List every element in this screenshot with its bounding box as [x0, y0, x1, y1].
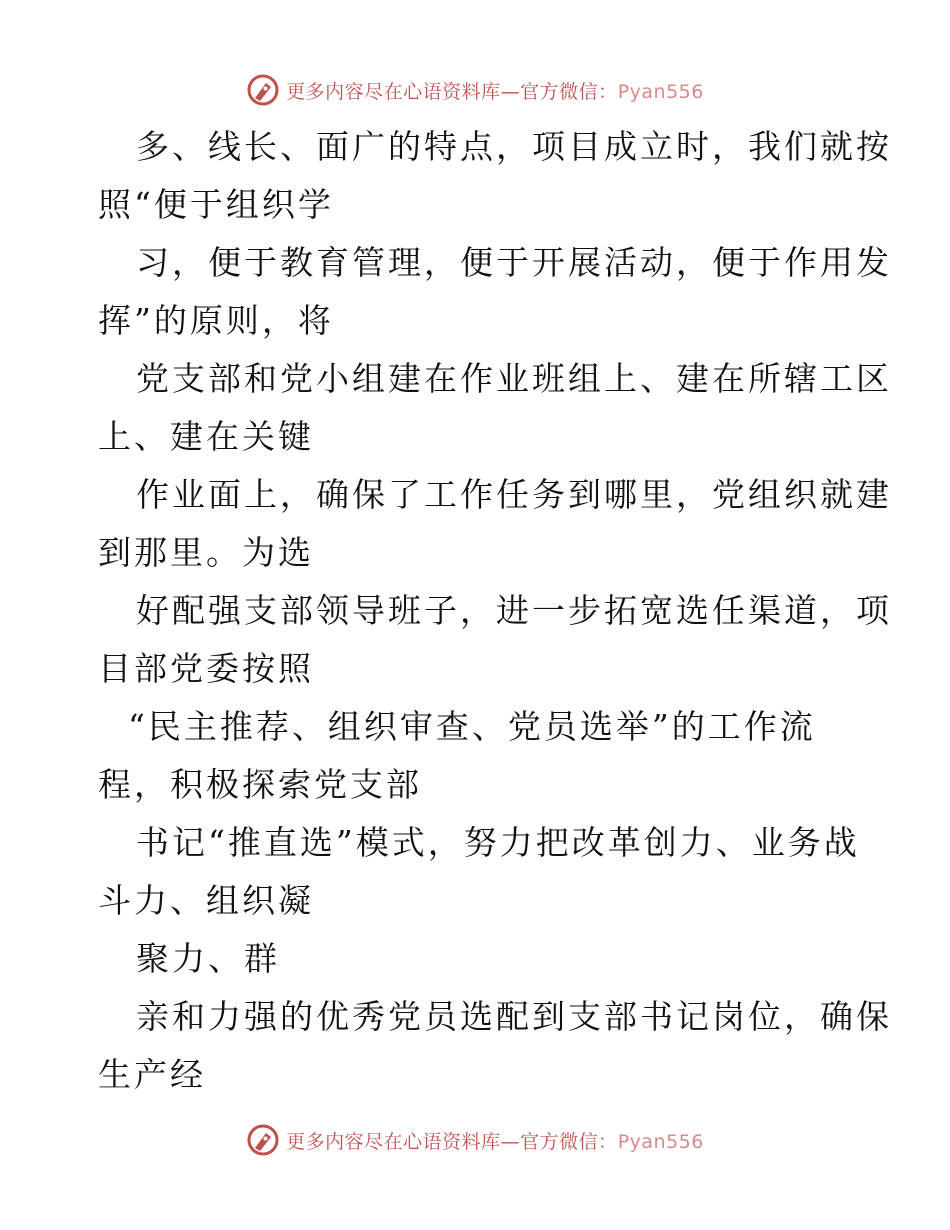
header-watermark: [0, 70, 950, 110]
watermark-contact: 官方微信：: [520, 80, 618, 103]
text-line: 好配强支部领导班子，进一步拓宽选任渠道，项: [136, 591, 892, 630]
text-line: 党支部和党小组建在作业班组上、建在所辖工区: [136, 359, 892, 398]
watermark-id: Pyan556: [617, 1130, 704, 1153]
text-line: 照“便于组织学: [98, 185, 334, 224]
text-line: 聚力、群: [136, 939, 280, 978]
text-line: 作业面上，确保了工作任务到哪里，党组织就建: [136, 475, 892, 514]
watermark-main: 更多内容尽在心语资料库: [286, 80, 501, 103]
watermark-text: [286, 1127, 704, 1154]
text-line: 习，便于教育管理，便于开展活动，便于作用发: [136, 243, 892, 282]
watermark-text: [286, 77, 704, 104]
watermark-id: Pyan556: [617, 80, 704, 103]
text-line: 到那里。为选: [98, 533, 314, 572]
watermark-contact: 官方微信：: [520, 1130, 618, 1153]
text-line: 程，积极探索党支部: [98, 765, 422, 804]
watermark-dash: —: [500, 80, 521, 103]
footer-watermark: [0, 1120, 950, 1160]
watermark-dash: —: [500, 1130, 521, 1153]
text-line: 目部党委按照: [98, 649, 314, 688]
pen-nib-circle-icon: [246, 73, 280, 107]
text-line: 书记“推直选”模式，努力把改革创力、业务战: [136, 823, 860, 862]
text-line: 挥”的原则，将: [98, 301, 334, 340]
watermark-main: 更多内容尽在心语资料库: [286, 1130, 501, 1153]
text-line: “民主推荐、组织审查、党员选举”的工作流: [128, 707, 816, 746]
pen-nib-circle-icon: [246, 1123, 280, 1157]
text-line: 上、建在关键: [98, 417, 314, 456]
text-line: 斗力、组织凝: [98, 881, 314, 920]
text-line: 多、线长、面广的特点，项目成立时，我们就按: [136, 127, 892, 166]
text-line: 亲和力强的优秀党员选配到支部书记岗位，确保: [136, 997, 892, 1036]
text-line: 生产经: [98, 1055, 206, 1094]
document-body: [98, 118, 892, 1104]
